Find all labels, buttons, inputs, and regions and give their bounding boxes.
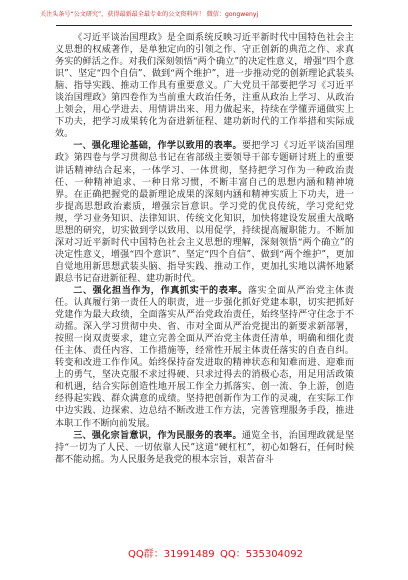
section-one-heading: 一、强化理论基础，作学以致用的表率。 [73,140,242,152]
section-three-heading: 三、强化宗旨意识，作为民服务的表率。 [73,429,242,441]
section-three-text: 通览全书，治国理政就是坚持“一切为了人民、一切依靠人民”这道“硬杠杠”，初心如磐石，任何时候都不能动摇。为人民服务是我党的根本宗旨，艰苦奋斗 [55,430,354,465]
qq-contact-number: QQ：535304092 [220,549,304,560]
section-two-text: 落实全面从严治党主体责任。认真履行第一责任人的职责，进一步强化抓好党建本职，切实把抓好党建作为最大政绩，全面落实从严治党政治责任，始终坚持严守住念于不动摇。深入学习贯彻中央、省、市对全面从严治党提出的新要求新部署，按照一岗双责要求，建立完善全面从严治党主体责任清单，明确和细化责任主体、责任内容、工作措施等，经常性开展主体责任落实的自查自纠。转变和改进工作作风。始终保持奋发进取的精神状态和知难而进、迎难而上的勇气，坚决克服不求过得硬、只求过得去的消极心态，用足用活政策和机遇，结合实际创造性地开展工作全力抓落实、创一流、争上游，创造经得起实践、群众满意的成绩。坚持把创新作为工作的灵魂，在实际工作中边实践、边探索、边总结不断改进工作方法，完善管理服务手段，推进本职工作不断向前发展。 [55,285,354,429]
header-divider [56,25,352,26]
intro-paragraph-text: 《习近平谈治国理政》是全面系统反映习近平新时代中国特色社会主义思想的权威著作，是单独定向的引领之作、守正创新的典范之作、求真务实的鲜活之作。对我们深刻领悟“两个确立”的决定性意义，增强“四个意识”、坚定“四个自信”、做到“两个维护”，进一步推动党的创新理论武装头脑、指导实践、推动工作具有重要意义。广大党员干部要把学习《习近平谈治国理政》第四卷作为当前重大政治任务，注重从政治上学习、从政治上领会，用心学进去、用情讲出来、用力做起来，持续在学懂弄通做实上下功夫，把学习成果转化为奋进新征程、建功新时代的工作举措和实际成效。 [55,33,354,140]
header-text: 关注头条号“公文研究”，获得最新最全最专业的公文资料库！ 微信：gongwenyj [40,11,259,18]
document-body [55,32,354,540]
section-two-paragraph [55,285,354,430]
section-one-paragraph [55,140,354,285]
intro-paragraph [55,32,354,140]
section-three-paragraph [55,430,354,466]
qq-group-number: QQ群：31991489 [128,549,215,560]
page-header-banner [40,10,370,19]
section-two-heading: 二、强化担当作为，作真抓实干的表率。 [73,284,248,296]
section-one-text: 要把学习《习近平谈治国理政》第四卷与学习贯彻总书记在省部级主要领导干部专题研讨班上的重要讲话精神结合起来，一体学习、一体贯彻，坚持把学习作为一种政治责任、一种精神追求、一种日常习惯，不断丰富自己的思想内涵和精神境界。在正确把握党的最新理论成果的深刻内涵和精神实质上下功夫，进一步提高思想政治素质，增强宗旨意识。学习党的优良传统，学习党纪党规，学习业务知识、法律知识、传统文化知识，加快将建设发展重大战略思想的研究，切实做到学以致用、以用促学，持续提高履职能力。不断加深对习近平新时代中国特色社会主义思想的理解，深刻领悟“两个确立”的决定性意义，增强“四个意识”、坚定“四个自信”、做到“两个维护”，更加自觉地用新思想武装头脑、指导实践、推动工作，更加扎实地以满怀地紧跟总书记奋进新征程、建功新时代。 [55,141,354,284]
